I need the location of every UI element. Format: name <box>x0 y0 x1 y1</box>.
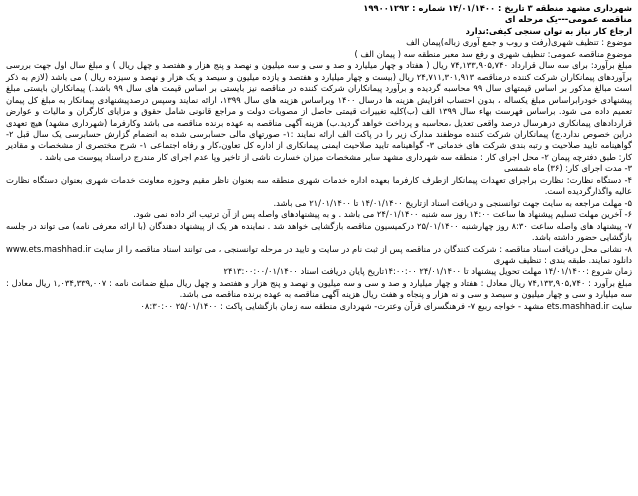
opening-paragraph: ۷- پیشنهاد های واصله ساعت ۸:۳۰ روز چهارشنبه ۲۵/۰۱/۱۴۰۰ درکمیسیون مناقصه بازگشایی خواهد شد . نماینده هر یک از پیشنهاد دهندگان (با ارائه معرفی نامه) می تواند در جلسه بازگشایی حضور داشته باشد. <box>6 220 632 243</box>
tender-type-line: مناقصه عمومی---یک مرحله ای <box>504 14 632 25</box>
submission-deadline-paragraph: ۶- آخرین مهلت تسلیم پیشنهاد ها ساعت ۱۴:۰۰ روز سه شنبه ۲۴/۰۱/۱۴۰۰ می باشد . و به پیشنهادهای واصله پس از آن ترتیب اثر داده نمی شود. <box>133 209 632 220</box>
tender-subject-paragraph: موضوع مناقصه عمومی: تنظیف شهری و رفع سد معبر منطقه سه ( پیمان الف ) <box>354 48 632 59</box>
address-paragraph: سایت ets.mashhad.ir مشهد - خواجه ربیع ۷- فرهنگسرای قرآن وعترت- شهرداری منطقه سه زمان بازگشایی پاکت : ۲۵/۰۱/۱۴۰۰ ۰۸:۳۰:۰۰ <box>140 300 632 311</box>
dates-paragraph: زمان شروع :۱۴/۰۱/۱۴۰۰ مهلت تحویل پیشنهاد تا ۲۴/۰۱/۱۴۰۰ ۱۴:۰۰:۰۰تاریخ پایان دریافت اسناد ۲۴۱۳:۰۰:۰۰/۰۱/۱۴۰۰ <box>223 266 632 277</box>
documents-address-paragraph: ۸- نشانی محل دریافت اسناد مناقصه : شرکت کنندگان در مناقصه پس از ثبت نام در سایت و تایید در مرحله توانسنجی ، می توانند اسناد مناقصه را از سایت www.ets.mashhad.ir دانلود نمایند. طبقه بندی : تنظیف شهری <box>6 243 632 265</box>
document-deadline-paragraph: ۵- مهلت مراجعه به سایت جهت توانسنجی و دریافت اسناد ازتاریخ ۱۴/۰۱/۱۴۰۰ تا ۲۱/۰۱/۱۴۰۰ می باشد. <box>273 197 632 208</box>
notice-header-line: شهرداری مشهد منطقه ۳ تاریخ : ۱۴/۰۱/۱۴۰۰ شماره : ۱۹۹۰۰۱۲۹۲ <box>363 3 632 13</box>
qualification-line: ارجاع کار نیاز به توان سنجی کیفی:ندارد <box>465 25 632 36</box>
subject-paragraph: موضوع : تنظیف شهری(رفت و روب و جمع آوری زباله)پیمان الف <box>406 37 632 48</box>
supervision-paragraph: ۴- دستگاه نظارت: نظارت براجرای تعهدات پیمانکار ازطرف کارفرما بعهده اداره خدمات شهری منطقه سه بعنوان ناظر مقیم وحوزه معاونت خدمات شهری بعنوان دستگاه نظارت عالیه واگذارگردیده است. <box>6 174 632 197</box>
amount-paragraph: مبلغ برآورد : ۷۴,۱۳۳,۹۰۵,۷۴۰ ریال معادل : هفتاد و چهار میلیارد و صد و سی و سه میلیون و نهصد و پنج هزار و هفتصد و چهل ریال مبلغ ضمانت نامه : ۱,۰۳۴,۳۳۹,۰۰۷ ریال معادل : سه میلیارد و سی و چهار میلیون و سیصد و سی و نه هزار و پنجاه و هفت ریال هزینه آگهی مناقصه به عهده برنده مناقصه می باشد. <box>6 277 633 300</box>
estimate-paragraph: مبلغ برآورد: برای سه سال قرارداد ۷۴,۱۳۳,۹۰۵,۷۴۰ ریال ( هفتاد و چهار میلیارد و صد و سی و سه میلیون و نهصد و پنج هزار و هفتصد و چهل ریال ) و مبلغ سال اول جهت بررسی برآوردهای پیمانکاران شرکت کننده درمناقصه ۲۴,۷۱۱,۳۰۱,۹۱۳ ریال (بیست و چهار میلیارد و هفتصد و یازده میلیون و سیصد و یک هزار و نهصد و سیزده ریال ) می باشد (لازم به ذکر است مبالغ مذکور بر اساس قیمتهای سال ۹۹ محاسبه گردیده و برآورد پیمانکاران شرکت کننده در مناقصه نیز بایستی بر اساس قیمت های سال ۹۹ باشد.) پیمانکاران بایستی مبلغ پیشنهادی خودرابراساس مبلغ یکساله ، بدون احتساب افزایش هزینه ها درسال ۱۴۰۰ وبراساس هزینه های سال ۱۳۹۹، ارائه نمایند وسپس درصدپیشنهادی پیمانکار به مبلغ کل پیمان تعمیم داده می شود. براساس فهرست بهاء سال ۱۳۹۹ الف (ب)کلیه تغییرات قیمتی حاصل از مصوبات دولت و مراجع قانونی شامل حقوق و مزایای کارگران و مالیات و عوارض قراردادهای پیمانکاری درهرسال درصد واقعی تعدیل ،محاسبه و پرداخت خواهد گردید.ب) هزینه آگهی مناقصه به عهده برنده مناقصه می باشد وکارفرما (شهرداری مشهد) هیچ تعهدی دراین خصوص ندارد.ج) پیمانکاران شرکت کننده موظفند مدارک زیر را در پاکت الف ارائه نمایند :۱- صورتهای مالی حسابرسی شده به انضمام گزارش حسابرسی یک سال قبل ۲- گواهینامه تایید صلاحیت و رتبه بندی شرکت های خدماتی ۳- گواهینامه تایید صلاحیت ایمنی پیمانکاری از اداره کل تعاون،کار و رفاه اجتماعی ۱- شرح مختصری از مشخصات و مقادیر کار: طبق دفترچه پیمان ۲- محل اجرای کار : منطقه سه شهرداری مشهد سایر مشخصات میزان خسارت ناشی از تاخیر وپا عدم اجرای کار مندرج دراسناد پیوست می باشد . <box>6 60 632 162</box>
duration-paragraph: ۳- مدت اجرای کار: (۳۶) ماه شمسی <box>504 163 632 174</box>
